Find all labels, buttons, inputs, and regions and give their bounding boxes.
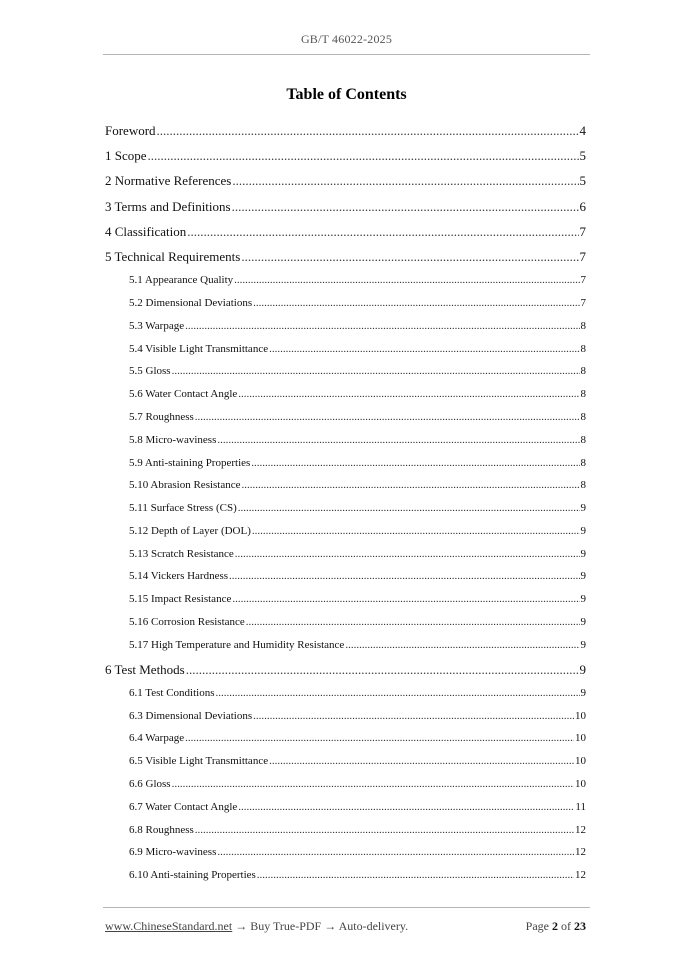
toc-entry-title: 6.5 Visible Light Transmittance — [129, 755, 269, 768]
toc-entry-page: 8 — [580, 388, 586, 401]
toc-entry-title: 5.3 Warpage — [129, 319, 185, 332]
toc-entry-page: 7 — [580, 274, 586, 287]
toc-entry-title: 5.6 Water Contact Angle — [129, 388, 238, 401]
toc-entry-page: 9 — [580, 593, 586, 606]
toc-entry-title: 6.1 Test Conditions — [129, 686, 215, 699]
toc-entry-page: 9 — [579, 661, 586, 677]
toc-leader-dots — [172, 773, 574, 796]
toc-leader-dots — [257, 864, 574, 887]
toc-entry[interactable] — [105, 750, 586, 773]
toc-entry-page: 8 — [580, 433, 586, 446]
toc-entry-title: 5.17 High Temperature and Humidity Resistance — [129, 638, 345, 651]
toc-entry[interactable] — [105, 611, 586, 634]
toc-entry[interactable] — [105, 292, 586, 315]
toc-leader-dots — [242, 474, 580, 497]
toc-leader-dots — [238, 796, 574, 819]
toc-leader-dots — [251, 452, 579, 475]
toc-entry-page: 9 — [580, 502, 586, 515]
toc-entry-page: 9 — [580, 686, 586, 699]
toc-entry-title: 6.10 Anti-staining Properties — [129, 869, 256, 882]
toc-leader-dots — [234, 269, 579, 292]
toc-entry[interactable] — [105, 657, 586, 682]
table-of-contents — [105, 118, 586, 887]
toc-leader-dots — [185, 315, 579, 338]
toc-entry[interactable] — [105, 383, 586, 406]
toc-leader-dots — [253, 705, 574, 728]
toc-entry-page: 9 — [580, 570, 586, 583]
toc-entry[interactable] — [105, 269, 586, 292]
toc-leader-dots — [216, 682, 580, 705]
page-counter — [526, 919, 586, 934]
toc-entry-page: 8 — [580, 479, 586, 492]
toc-leader-dots — [235, 543, 580, 566]
toc-entry-page: 10 — [575, 732, 586, 745]
toc-entry-title: 5.7 Roughness — [129, 410, 194, 423]
page-label: Page — [525, 919, 549, 933]
toc-entry[interactable] — [105, 841, 586, 864]
toc-entry-title: 5.4 Visible Light Transmittance — [129, 342, 269, 355]
toc-entry-page: 10 — [575, 778, 586, 791]
toc-leader-dots — [217, 429, 579, 452]
toc-leader-dots — [238, 497, 580, 520]
toc-entry-page: 5 — [579, 148, 586, 164]
toc-entry-page: 9 — [580, 524, 586, 537]
toc-entry-title: 5.5 Gloss — [129, 365, 171, 378]
toc-entry-title: 5 Technical Requirements — [105, 248, 241, 264]
toc-entry-title: 5.8 Micro-waviness — [129, 433, 217, 446]
page-title: Table of Contents — [286, 86, 407, 103]
header-divider — [103, 54, 590, 55]
toc-entry[interactable] — [105, 543, 586, 566]
toc-entry-title: 1 Scope — [105, 148, 147, 164]
toc-entry-title: 6.7 Water Contact Angle — [129, 800, 238, 813]
toc-entry-page: 10 — [575, 755, 586, 768]
toc-entry[interactable] — [105, 315, 586, 338]
toc-entry-page: 8 — [580, 410, 586, 423]
promo-text: → Buy True-PDF → Auto-delivery. — [232, 919, 409, 933]
toc-leader-dots — [232, 168, 578, 193]
toc-leader-dots — [187, 219, 578, 244]
toc-entry-title: 5.13 Scratch Resistance — [129, 547, 234, 560]
toc-entry-title: Foreword — [105, 123, 156, 138]
standard-code: GB/T 46022-2025 — [300, 32, 393, 46]
toc-entry[interactable] — [105, 565, 586, 588]
toc-leader-dots — [185, 727, 574, 750]
toc-leader-dots — [148, 143, 579, 168]
toc-entry-page: 8 — [580, 342, 586, 355]
toc-leader-dots — [238, 383, 579, 406]
toc-leader-dots — [195, 406, 580, 429]
toc-entry[interactable] — [105, 773, 586, 796]
toc-leader-dots — [229, 565, 579, 588]
toc-entry[interactable] — [105, 634, 586, 657]
toc-entry-page: 8 — [580, 365, 586, 378]
toc-entry[interactable] — [105, 244, 586, 269]
toc-entry-title: 6.8 Roughness — [129, 823, 194, 836]
toc-entry-title: 6.9 Micro-waviness — [129, 846, 217, 859]
toc-entry-page: 7 — [579, 248, 586, 264]
toc-entry-title: 5.1 Appearance Quality — [129, 274, 234, 287]
toc-entry[interactable] — [105, 406, 586, 429]
toc-leader-dots — [269, 338, 579, 361]
toc-entry-title: 5.14 Vickers Hardness — [129, 570, 229, 583]
toc-entry[interactable] — [105, 219, 586, 244]
toc-leader-dots — [246, 611, 580, 634]
toc-leader-dots — [345, 634, 579, 657]
toc-entry[interactable] — [105, 520, 586, 543]
toc-entry-title: 5.16 Corrosion Resistance — [129, 616, 245, 629]
toc-entry[interactable] — [105, 497, 586, 520]
toc-entry-page: 9 — [580, 638, 586, 651]
toc-entry-page: 7 — [580, 296, 586, 309]
toc-entry-title: 6 Test Methods — [105, 661, 185, 677]
toc-entry-page: 8 — [580, 456, 586, 469]
toc-leader-dots — [195, 819, 574, 842]
toc-entry-page: 9 — [580, 547, 586, 560]
toc-entry[interactable] — [105, 819, 586, 842]
page-of: of — [561, 919, 571, 933]
toc-leader-dots — [241, 244, 578, 269]
toc-entry[interactable] — [105, 118, 586, 143]
toc-entry-page: 7 — [579, 223, 586, 239]
toc-entry-title: 5.2 Dimensional Deviations — [129, 296, 253, 309]
page-current: 2 — [552, 919, 558, 933]
toc-entry[interactable] — [105, 796, 586, 819]
toc-leader-dots — [269, 750, 574, 773]
toc-entry-title: 5.12 Depth of Layer (DOL) — [129, 524, 251, 537]
toc-entry-title: 6.3 Dimensional Deviations — [129, 709, 253, 722]
footer-divider — [103, 907, 590, 908]
page-header — [0, 32, 693, 47]
toc-entry[interactable] — [105, 143, 586, 168]
toc-leader-dots — [232, 194, 579, 219]
toc-entry-page: 4 — [579, 123, 586, 138]
toc-entry-title: 6.4 Warpage — [129, 732, 185, 745]
toc-entry-title: 5.10 Abrasion Resistance — [129, 479, 241, 492]
toc-entry[interactable] — [105, 864, 586, 887]
toc-entry-title: 3 Terms and Definitions — [105, 198, 231, 214]
toc-leader-dots — [157, 118, 579, 143]
toc-entry-page: 9 — [580, 616, 586, 629]
toc-entry[interactable] — [105, 194, 586, 219]
toc-entry[interactable] — [105, 168, 586, 193]
toc-entry-page: 10 — [575, 709, 586, 722]
toc-entry[interactable] — [105, 338, 586, 361]
website-link[interactable]: www.ChineseStandard.net — [105, 919, 233, 933]
toc-leader-dots — [217, 841, 574, 864]
toc-entry[interactable] — [105, 360, 586, 383]
toc-leader-dots — [172, 360, 580, 383]
toc-entry-title: 6.6 Gloss — [129, 778, 171, 791]
toc-entry-title: 2 Normative References — [105, 173, 232, 189]
toc-entry-page: 6 — [579, 198, 586, 214]
toc-leader-dots — [253, 292, 579, 315]
toc-entry-page: 12 — [575, 823, 586, 836]
toc-entry-page: 12 — [575, 846, 586, 859]
toc-entry[interactable] — [105, 705, 586, 728]
toc-entry[interactable] — [105, 474, 586, 497]
toc-entry-page: 8 — [580, 319, 586, 332]
toc-leader-dots — [252, 520, 580, 543]
toc-entry[interactable] — [105, 682, 586, 705]
toc-entry[interactable] — [105, 727, 586, 750]
toc-entry-title: 5.9 Anti-staining Properties — [129, 456, 251, 469]
toc-entry-title: 4 Classification — [105, 223, 187, 239]
toc-entry-page: 11 — [575, 800, 586, 813]
footer-promo — [105, 919, 408, 934]
toc-entry-page: 12 — [575, 869, 586, 882]
toc-leader-dots — [232, 588, 579, 611]
toc-leader-dots — [186, 657, 579, 682]
toc-entry-page: 5 — [579, 173, 586, 189]
toc-entry-title: 5.11 Surface Stress (CS) — [129, 502, 237, 515]
toc-entry-title: 5.15 Impact Resistance — [129, 593, 232, 606]
toc-entry[interactable] — [105, 588, 586, 611]
toc-entry[interactable] — [105, 452, 586, 475]
page-total: 23 — [574, 919, 586, 933]
toc-entry[interactable] — [105, 429, 586, 452]
